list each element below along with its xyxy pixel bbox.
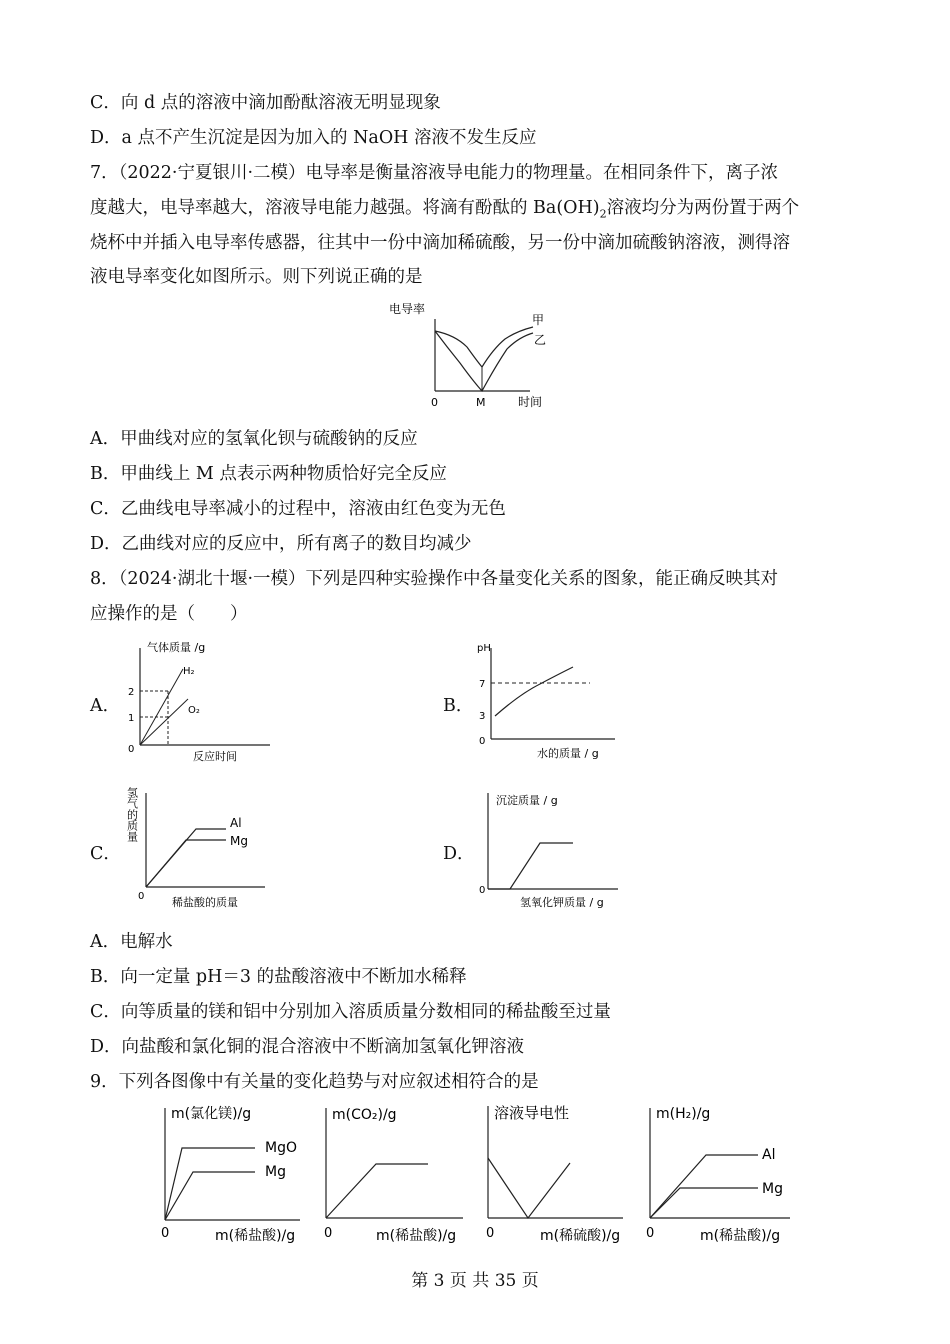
q7-ylabel: 电导率	[389, 302, 426, 316]
svg-text:Mg: Mg	[265, 1164, 286, 1180]
q7-option-d: D．乙曲线对应的反应中，所有离子的数目均减少	[90, 534, 472, 554]
q7-stem-line3: 烧杯中并插入电导率传感器，往其中一份中滴加稀硫酸，另一份中滴加硫酸钠溶液，测得溶	[90, 233, 790, 253]
q8-label-b: B．	[443, 696, 474, 716]
svg-text:H₂: H₂	[183, 666, 195, 677]
svg-text:m(氯化镁)/g: m(氯化镁)/g	[171, 1106, 252, 1122]
svg-text:m(稀硫酸)/g: m(稀硫酸)/g	[540, 1228, 621, 1244]
svg-text:7: 7	[479, 679, 486, 690]
q7-stem-line4: 液电导率变化如图所示。则下列说正确的是	[90, 267, 423, 287]
q8-label-d: D．	[443, 844, 475, 864]
q7-m-label: M	[476, 396, 486, 409]
page-footer: 第 3 页 共 35 页	[411, 1271, 539, 1291]
q8-option-a: A．电解水	[90, 932, 173, 952]
q7-stem-line2: 度越大，电导率越大，溶液导电能力越强。将滴有酚酞的 $Ba(OH)_2$溶液均分为两份置于两个	[90, 198, 800, 221]
svg-text:MgO: MgO	[265, 1140, 297, 1156]
svg-text:Al: Al	[762, 1147, 776, 1163]
svg-text:0: 0	[161, 1226, 170, 1241]
q6-option-c: C．向 d 点的溶液中滴加酚酞溶液无明显现象	[90, 93, 441, 113]
q8-option-b: B．向一定量 pH＝3 的盐酸溶液中不断加水稀释	[90, 967, 467, 987]
q9-chart-1	[155, 1098, 315, 1248]
svg-text:O₂: O₂	[188, 705, 200, 716]
svg-text:2: 2	[128, 687, 135, 698]
svg-text:0: 0	[479, 885, 486, 896]
q8-chart-a	[125, 636, 275, 768]
q7-stem-line1: 7．（2022·宁夏银川·二模）电导率是衡量溶液导电能力的物理量。在相同条件下，离子浓	[90, 163, 779, 183]
q8-chart-d	[478, 785, 638, 913]
q8-option-c: C．向等质量的镁和铝中分别加入溶质质量分数相同的稀盐酸至过量	[90, 1002, 611, 1022]
q6-option-d: D．a 点不产生沉淀是因为加入的 NaOH 溶液不发生反应	[90, 128, 537, 148]
svg-text:m(CO₂)/g: m(CO₂)/g	[332, 1107, 397, 1123]
q7-xlabel: 时间	[518, 395, 543, 409]
q9-chart-4	[640, 1098, 800, 1248]
q7-option-b: B．甲曲线上 M 点表示两种物质恰好完全反应	[90, 464, 447, 484]
svg-text:沉淀质量 / g: 沉淀质量 / g	[496, 794, 558, 807]
svg-text:Al: Al	[230, 816, 242, 830]
svg-text:0: 0	[479, 736, 486, 747]
svg-text:1: 1	[128, 713, 135, 724]
series-jia-curve	[435, 327, 533, 367]
q9-chart-3	[478, 1096, 638, 1248]
svg-text:0: 0	[324, 1226, 333, 1241]
q8-chart-c	[120, 783, 270, 913]
q9-chart-2	[318, 1098, 478, 1248]
q7-option-a: A．甲曲线对应的氢氧化钡与硫酸钠的反应	[90, 429, 418, 449]
q8-label-a: A．	[90, 696, 121, 716]
q8-option-d: D．向盐酸和氯化铜的混合溶液中不断滴加氢氧化钾溶液	[90, 1037, 525, 1057]
svg-text:Mg: Mg	[762, 1181, 783, 1197]
svg-text:氢氧化钾质量 / g: 氢氧化钾质量 / g	[520, 896, 604, 909]
svg-text:m(稀盐酸)/g: m(稀盐酸)/g	[215, 1228, 296, 1244]
svg-text:3: 3	[479, 711, 486, 722]
q8-label-c: C．	[90, 844, 121, 864]
svg-text:0: 0	[486, 1226, 495, 1241]
q7-series2-label: 乙	[534, 333, 547, 347]
q9-stem: 9．下列各图像中有关量的变化趋势与对应叙述相符合的是	[90, 1072, 539, 1092]
svg-text:m(稀盐酸)/g: m(稀盐酸)/g	[700, 1228, 781, 1244]
svg-text:m(稀盐酸)/g: m(稀盐酸)/g	[376, 1228, 457, 1244]
q7-series1-label: 甲	[532, 313, 545, 327]
svg-text:Mg: Mg	[230, 834, 248, 848]
svg-text:0: 0	[128, 744, 135, 755]
q8-stem-line1: 8．（2024·湖北十堰·一模）下列是四种实验操作中各量变化关系的图象，能正确反映其对	[90, 569, 779, 589]
svg-text:m(H₂)/g: m(H₂)/g	[656, 1106, 711, 1122]
svg-text:溶液导电性: 溶液导电性	[494, 1104, 570, 1122]
svg-text:稀盐酸的质量: 稀盐酸的质量	[172, 896, 238, 909]
svg-text:0: 0	[138, 891, 145, 902]
q7-conductivity-chart	[385, 297, 555, 413]
series-yi-curve	[435, 331, 533, 391]
svg-text:气体质量 /g: 气体质量 /g	[147, 641, 206, 654]
svg-text:氢气的质量: 氢气的质量	[125, 787, 139, 842]
svg-text:反应时间: 反应时间	[193, 750, 237, 763]
q7-option-c: C．乙曲线电导率减小的过程中，溶液由红色变为无色	[90, 499, 506, 519]
q8-chart-b	[475, 636, 635, 768]
svg-text:水的质量 / g: 水的质量 / g	[537, 747, 599, 760]
q7-origin: 0	[431, 396, 438, 409]
svg-text:pH: pH	[477, 643, 491, 654]
q8-stem-line2: 应操作的是（ ）	[90, 604, 248, 624]
svg-text:0: 0	[646, 1226, 655, 1241]
